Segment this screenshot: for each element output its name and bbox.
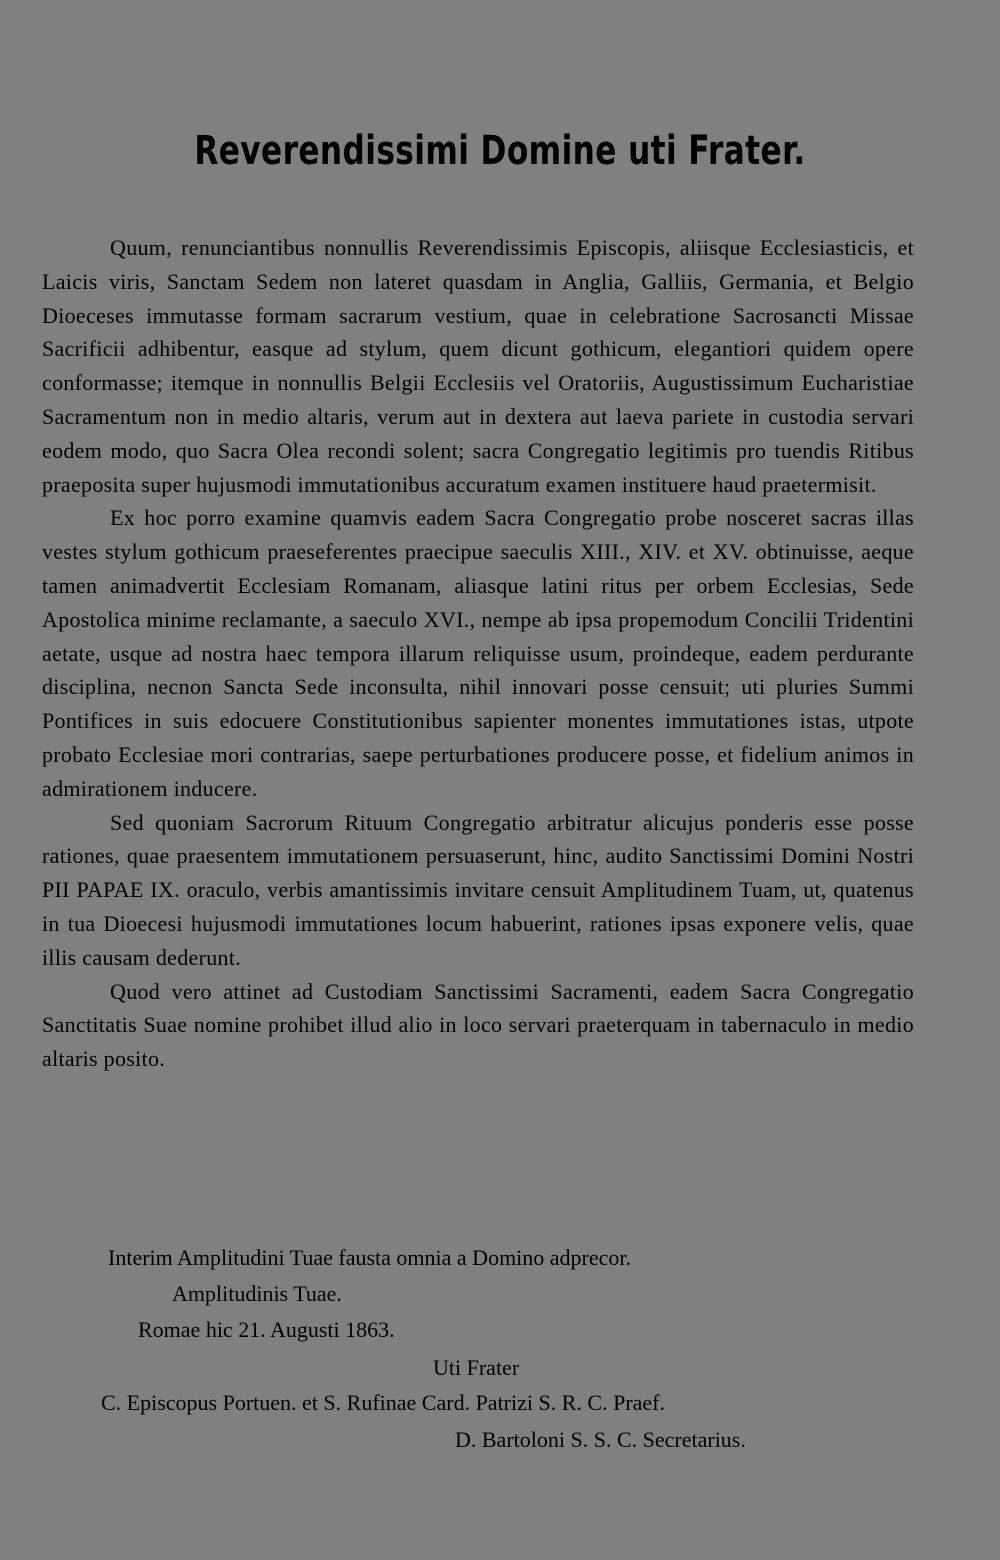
signatory-line: C. Episcopus Portuen. et S. Rufinae Card. Patrizi S. R. C. Praef. xyxy=(101,1390,665,1415)
closing-salutation: Amplitudinis Tuae. xyxy=(172,1281,342,1306)
paragraph-3: Sed quoniam Sacrorum Rituum Congregatio arbitratur alicujus ponderis esse posse rationes, quae praesentem immutationem persuaserunt, hinc, audito Sanctissimi Domini Nostri PII PAPAE IX. oraculo, verbis amantissimis invitare censuit Amplitudinem Tuam, ut, quatenus in tua Dioecesi hujusmodi immutationes locum habuerint, rationes ipsas exponere velis, quae illis causam dederunt. xyxy=(42,809,914,970)
paragraph-1: Quum, renunciantibus nonnullis Reverendissimis Episcopis, aliisque Ecclesiasticis, et Laicis viris, Sanctam Sedem non lateret quasdam in Anglia, Galliis, Germania, et Belgio Dioeceses immutasse formam sacrarum vestium, quae in celebratione Sacrosancti Missae Sacrificii adhibentur, easque ad stylum, quem dicunt gothicum, elegantiori quidem opere conformasse; itemque in nonnullis Belgii Ecclesiis vel Oratoriis, Augustissimum Eucharistiae Sacramentum non in medio altaris, verum aut in dextera aut laeva pariete in custodia servari eodem modo, quo Sacra Olea recondi solent; sacra Congregatio legitimis pro tuendis Ritibus praeposita super hujusmodi immutationibus accuratum examen instituere haud praetermisit. xyxy=(42,235,914,497)
paragraph-4: Quod vero attinet ad Custodiam Sanctissimi Sacramenti, eadem Sacra Congregatio Sanctitatis Suae nomine prohibet illud alio in loco servari praeterquam in tabernaculo in medio altaris posito. xyxy=(42,978,914,1072)
closing-greeting: Interim Amplitudini Tuae fausta omnia a Domino adprecor. xyxy=(108,1245,632,1270)
letter-title: Reverendissimi Domine uti Frater. xyxy=(194,128,806,174)
place-date: Romae hic 21. Augusti 1863. xyxy=(138,1317,395,1342)
letter-body xyxy=(42,231,914,1076)
uti-frater-line: Uti Frater xyxy=(433,1355,520,1380)
secretary-line: D. Bartoloni S. S. C. Secretarius. xyxy=(455,1427,746,1452)
paragraph-2: Ex hoc porro examine quamvis eadem Sacra Congregatio probe nosceret sacras illas vestes stylum gothicum praeseferentes praecipue saeculis XIII., XIV. et XV. obtinuisse, aeque tamen animadvertit Ecclesiam Romanam, aliasque latini ritus per orbem Ecclesias, Sede Apostolica minime reclamante, a saeculo XVI., nempe ab ipsa propemodum Concilii Tridentini aetate, usque ad nostra haec tempora illarum reliquisse usum, proindeque, eadem perdurante disciplina, necnon Sancta Sede inconsulta, nihil innovari posse censuit; uti pluries Summi Pontifices in suis edocuere Constitutionibus sapienter monentes immutationes istas, utpote probato Ecclesiae mori contrarias, saepe perturbationes producere posse, et fidelium animos in admirationem inducere. xyxy=(42,505,914,801)
